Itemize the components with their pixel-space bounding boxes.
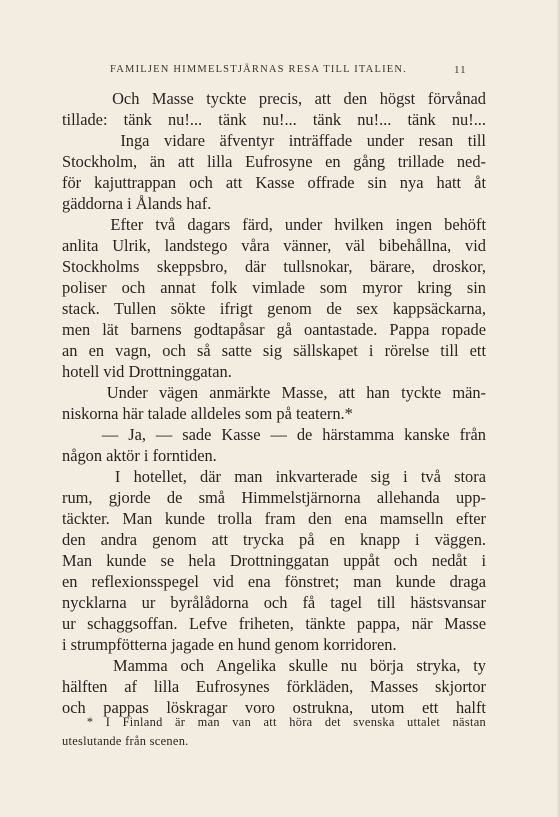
text-line: niskorna här talade alldeles som på teatern.* [62,404,353,423]
text-line: Och Masse tyckte precis, att den högst förvånad [62,89,486,108]
text-line: täckter. Man kunde trolla fram den ena mamselln efter [62,509,486,528]
text-line: poliser och annat folk vimlade som myror kring sin [62,278,486,297]
body-text [62,88,486,718]
text-line: ur schaggsoffan. Lefve friheten, tänkte pappa, när Masse [62,614,486,633]
text-line: nycklarna ur byrålådorna och få tagel till hästsvansar [62,593,486,612]
text-line: Mamma och Angelika skulle nu börja stryka, ty [62,656,486,675]
text-line: rum, gjorde de små Himmelstjärnorna allehanda upp- [62,488,486,507]
text-line: för kajuttrappan och att Kasse offrade sin nya hatt åt [62,173,486,192]
text-line: och pappas löskragar voro ostrukna, utom ett halft [62,698,486,717]
text-line: hälften af lilla Eufrosynes förkläden, Masses skjortor [62,677,486,696]
text-line: stack. Tullen sökte ifrigt genom de sex kappsäckarna, [62,299,486,318]
text-line: an en vagn, och så satte sig sällskapet i rörelse till ett [62,341,486,360]
text-line: I hotellet, där man inkvarterade sig i två stora [62,467,486,486]
text-line: den andra genom att trycka på en knapp i väggen. [62,530,486,549]
text-line: i strumpfötterna jagade en hund genom korridoren. [62,635,397,654]
text-line: — Ja, — sade Kasse — de härstamma kanske från [62,425,486,444]
footnote-line: uteslutande från scenen. [62,734,189,748]
text-line: Efter två dagars färd, under hvilken ingen behöft [62,215,486,234]
text-line: anlita Ulrik, landstego våra vänner, väl bibehållna, vid [62,236,486,255]
running-head: FAMILJEN HIMMELSTJÄRNAS RESA TILL ITALIEN. [110,64,407,75]
text-line: hotell vid Drottninggatan. [62,362,232,381]
text-line: Stockholm, än att lilla Eufrosyne en gång trillade ned- [62,152,486,171]
text-line: Stockholms skeppsbro, där tullsnokar, bärare, droskor, [62,257,486,276]
text-line: gäddorna i Ålands haf. [62,194,212,213]
text-line: någon aktör i forntiden. [62,446,217,465]
text-line: Man kunde se hela Drottninggatan uppåt och nedåt i [62,551,486,570]
footnote-line: * I Finland är man van att höra det svenska uttalet nästan [62,715,486,729]
text-line: en reflexionsspegel vid ena fönstret; man kunde draga [62,572,486,591]
text-line: Under vägen anmärkte Masse, att han tyckte män- [62,383,486,402]
text-line: men lät barnens godtapåsar gå oantastade. Pappa ropade [62,320,486,339]
text-line: Inga vidare äfventyr inträffade under resan till [62,131,486,150]
text-line: tillade: tänk nu!... tänk nu!... tänk nu!... tänk nu!... [62,110,486,129]
page-number: 11 [454,64,467,76]
footnote [62,713,486,751]
